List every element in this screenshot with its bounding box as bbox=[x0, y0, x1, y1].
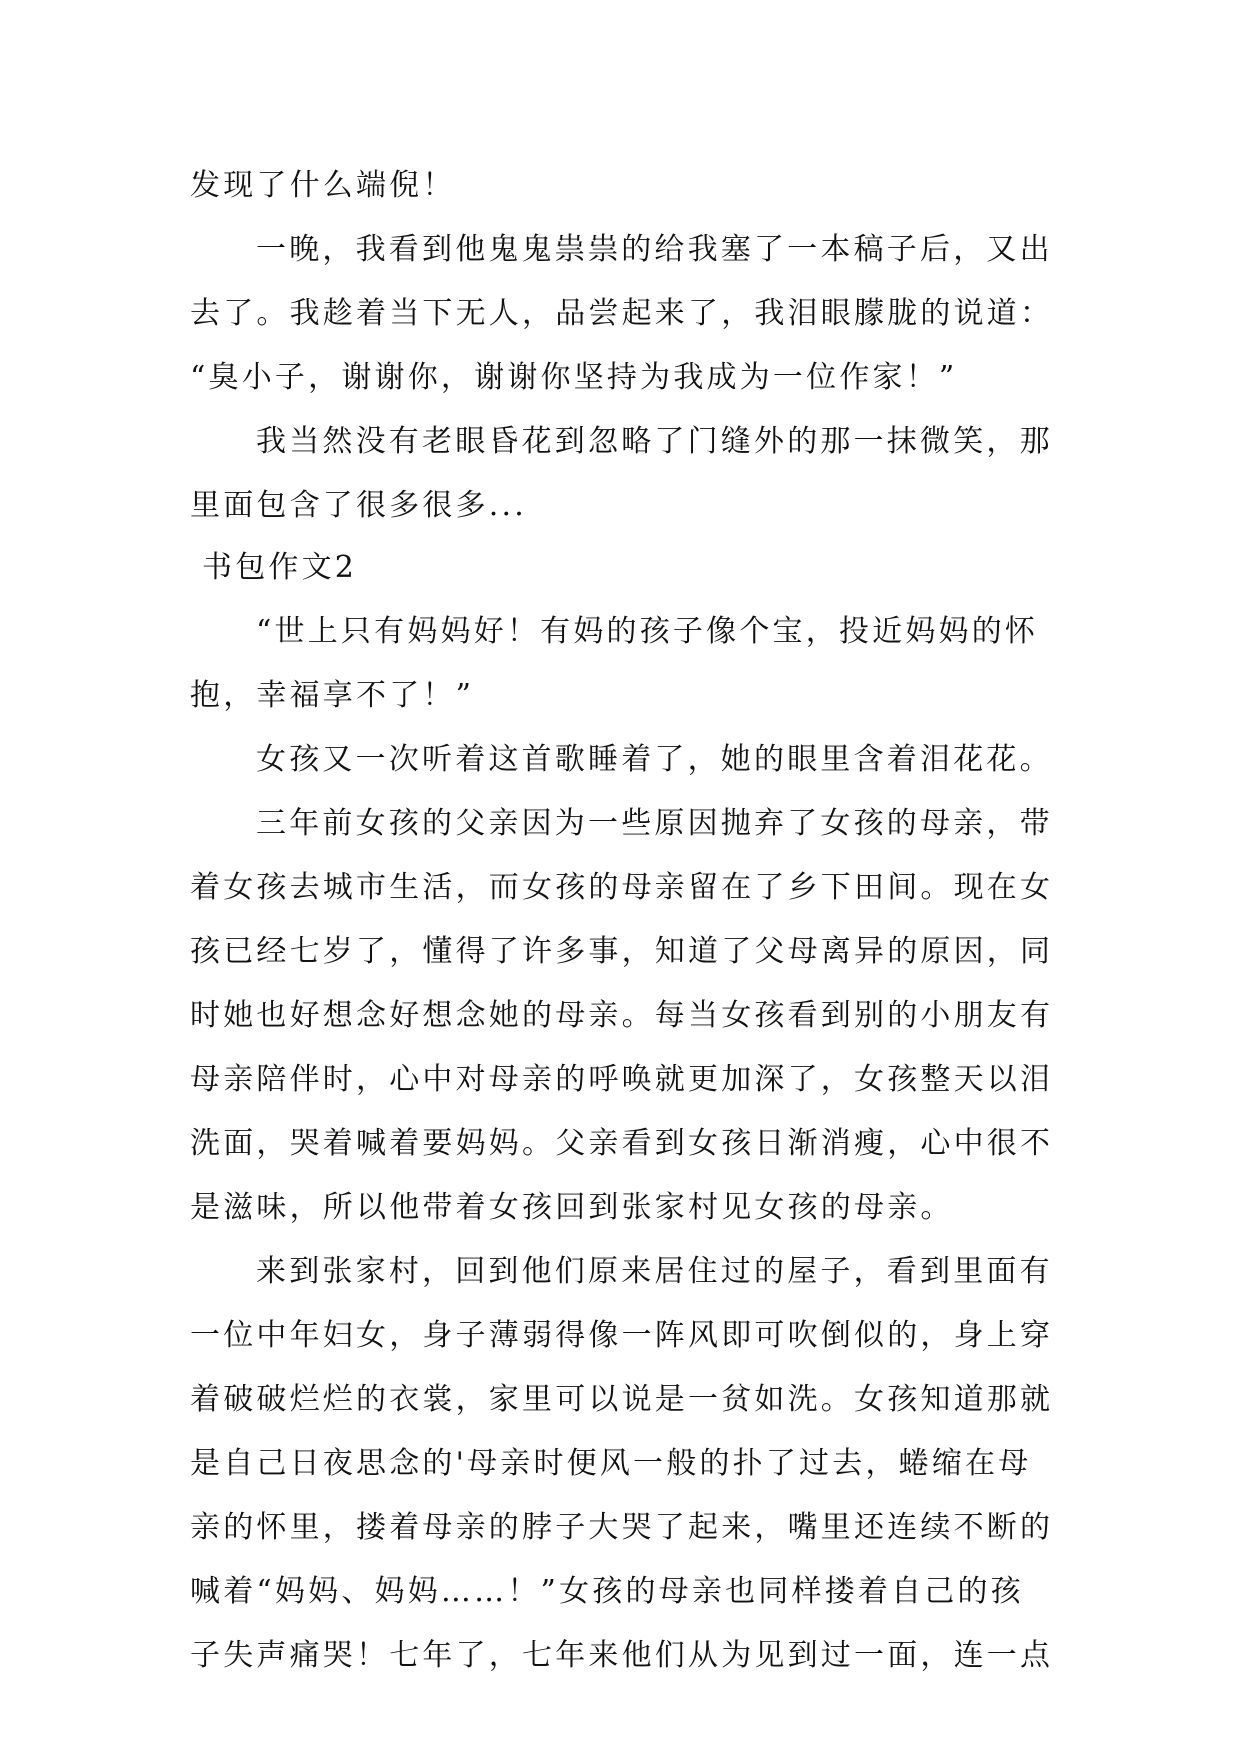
text-line: 是自己日夜思念的'母亲时便风一般的扑了过去，蜷缩在母 bbox=[190, 1446, 1032, 1481]
text-line: 亲的怀里，搂着母亲的脖子大哭了起来，嘴里还连续不断的 bbox=[190, 1510, 1054, 1545]
text-line: 里面包含了很多很多... bbox=[190, 488, 528, 523]
text-line: “臭小子，谢谢你，谢谢你坚持为我成为一位作家！” bbox=[190, 360, 958, 395]
text-line: 着女孩去城市生活，而女孩的母亲留在了乡下田间。现在女 bbox=[190, 870, 1054, 905]
paragraph-first-line: 来到张家村，回到他们原来居住过的屋子，看到里面有 bbox=[256, 1254, 1053, 1289]
paragraph-first-line: 我当然没有老眼昏花到忽略了门缝外的那一抹微笑，那 bbox=[256, 424, 1053, 459]
text-line: 子失声痛哭！七年了，七年来他们从为见到过一面，连一点 bbox=[190, 1638, 1054, 1673]
text-line: 母亲陪伴时，心中对母亲的呼唤就更加深了，女孩整天以泪 bbox=[190, 1062, 1054, 1097]
section-heading: 书包作文2 bbox=[202, 550, 358, 585]
text-line: 喊着“妈妈、妈妈……！”女孩的母亲也同样搂着自己的孩 bbox=[190, 1574, 1024, 1609]
paragraph-first-line: 女孩又一次听着这首歌睡着了，她的眼里含着泪花花。 bbox=[256, 742, 1053, 777]
text-line: 着破破烂烂的衣裳，家里可以说是一贫如洗。女孩知道那就 bbox=[190, 1382, 1054, 1417]
text-line: 孩已经七岁了，懂得了许多事，知道了父母离异的原因，同 bbox=[190, 934, 1054, 969]
paragraph-first-line: 三年前女孩的父亲因为一些原因抛弃了女孩的母亲，带 bbox=[256, 806, 1053, 841]
text-line: 时她也好想念好想念她的母亲。每当女孩看到别的小朋友有 bbox=[190, 998, 1054, 1033]
paragraph-first-line: 一晚，我看到他鬼鬼祟祟的给我塞了一本稿子后，又出 bbox=[256, 232, 1053, 267]
text-line: 一位中年妇女，身子薄弱得像一阵风即可吹倒似的，身上穿 bbox=[190, 1318, 1054, 1353]
text-line: 是滋味，所以他带着女孩回到张家村见女孩的母亲。 bbox=[190, 1190, 954, 1225]
text-line: 去了。我趁着当下无人，品尝起来了，我泪眼朦胧的说道： bbox=[190, 296, 1054, 331]
text-line: 洗面，哭着喊着要妈妈。父亲看到女孩日渐消瘦，心中很不 bbox=[190, 1126, 1054, 1161]
text-line: 抱，幸福享不了！” bbox=[190, 678, 475, 713]
text-line: 发现了什么端倪！ bbox=[190, 168, 456, 203]
paragraph-first-line: “世上只有妈妈好！有妈的孩子像个宝，投近妈妈的怀 bbox=[256, 614, 1039, 649]
